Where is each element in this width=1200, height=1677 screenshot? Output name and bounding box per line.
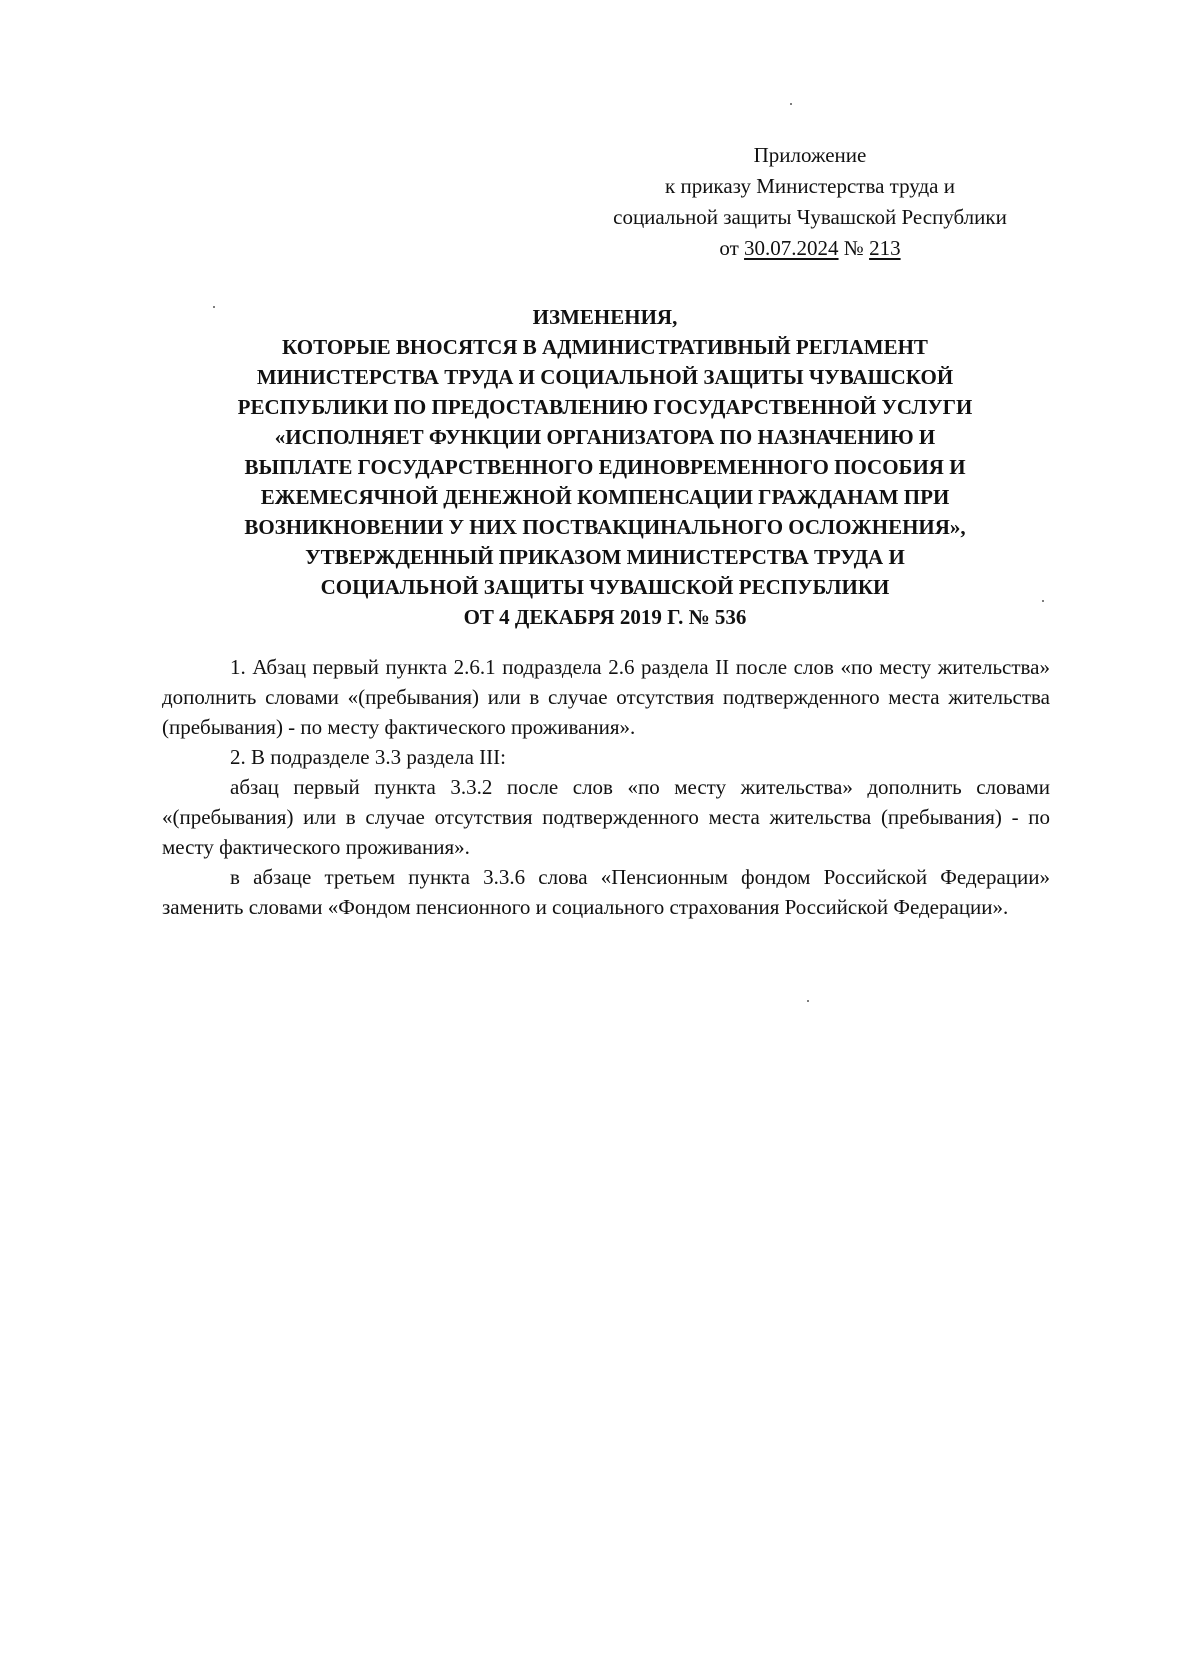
body-paragraph: абзац первый пункта 3.3.2 после слов «по месту жительства» дополнить словами «(пребывания) или в случае отсутствия подтвержденного места жительства (пребывания) - по месту фактического проживания». [162, 775, 1050, 859]
title-line: УТВЕРЖДЕННЫЙ ПРИКАЗОМ МИНИСТЕРСТВА ТРУДА И [305, 545, 905, 569]
scan-speck [790, 103, 792, 105]
title-line: СОЦИАЛЬНОЙ ЗАЩИТЫ ЧУВАШСКОЙ РЕСПУБЛИКИ [320, 575, 890, 599]
title-line: «ИСПОЛНЯЕТ ФУНКЦИИ ОРГАНИЗАТОРА ПО НАЗНАЧЕНИЮ И [274, 425, 936, 449]
body-paragraph: в абзаце третьем пункта 3.3.6 слова «Пенсионным фондом Российской Федерации» заменить словами «Фондом пенсионного и социального страхования Российской Федерации». [162, 865, 1050, 919]
title-line: РЕСПУБЛИКИ ПО ПРЕДОСТАВЛЕНИЮ ГОСУДАРСТВЕННОЙ УСЛУГИ [237, 395, 973, 419]
appendix-label: Приложение [753, 143, 867, 167]
appendix-order-ref: к приказу Министерства труда и [665, 174, 955, 198]
scan-speck [1042, 600, 1044, 602]
scan-speck [213, 306, 215, 308]
document-title [160, 302, 1050, 632]
body-paragraph: 1. Абзац первый пункта 2.6.1 подраздела 2.6 раздела II после слов «по месту жительства» дополнить словами «(пребывания) или в случае отсутствия подтвержденного места жительства (пребывания) - по месту фактического проживания». [162, 655, 1050, 739]
order-number: 213 [869, 236, 901, 260]
number-prefix: № [838, 236, 870, 260]
title-line: ОТ 4 ДЕКАБРЯ 2019 Г. № 536 [463, 605, 747, 629]
date-prefix: от [719, 236, 745, 260]
title-line: КОТОРЫЕ ВНОСЯТСЯ В АДМИНИСТРАТИВНЫЙ РЕГЛАМЕНТ [282, 335, 928, 359]
appendix-ministry: социальной защиты Чувашской Республики [613, 205, 1007, 229]
appendix-header [560, 140, 1060, 264]
scan-speck [807, 1000, 809, 1002]
title-line: ВЫПЛАТЕ ГОСУДАРСТВЕННОГО ЕДИНОВРЕМЕННОГО ПОСОБИЯ И [244, 455, 966, 479]
order-date: 30.07.2024 [744, 236, 839, 260]
title-line: ИЗМЕНЕНИЯ, [532, 305, 678, 329]
document-body [162, 652, 1050, 922]
appendix-date-number [560, 233, 1060, 264]
title-line: ВОЗНИКНОВЕНИИ У НИХ ПОСТВАКЦИНАЛЬНОГО ОСЛОЖНЕНИЯ», [244, 515, 966, 539]
body-paragraph: 2. В подразделе 3.3 раздела III: [230, 745, 506, 769]
title-line: МИНИСТЕРСТВА ТРУДА И СОЦИАЛЬНОЙ ЗАЩИТЫ ЧУВАШСКОЙ [256, 365, 954, 389]
title-line: ЕЖЕМЕСЯЧНОЙ ДЕНЕЖНОЙ КОМПЕНСАЦИИ ГРАЖДАНАМ ПРИ [260, 485, 950, 509]
